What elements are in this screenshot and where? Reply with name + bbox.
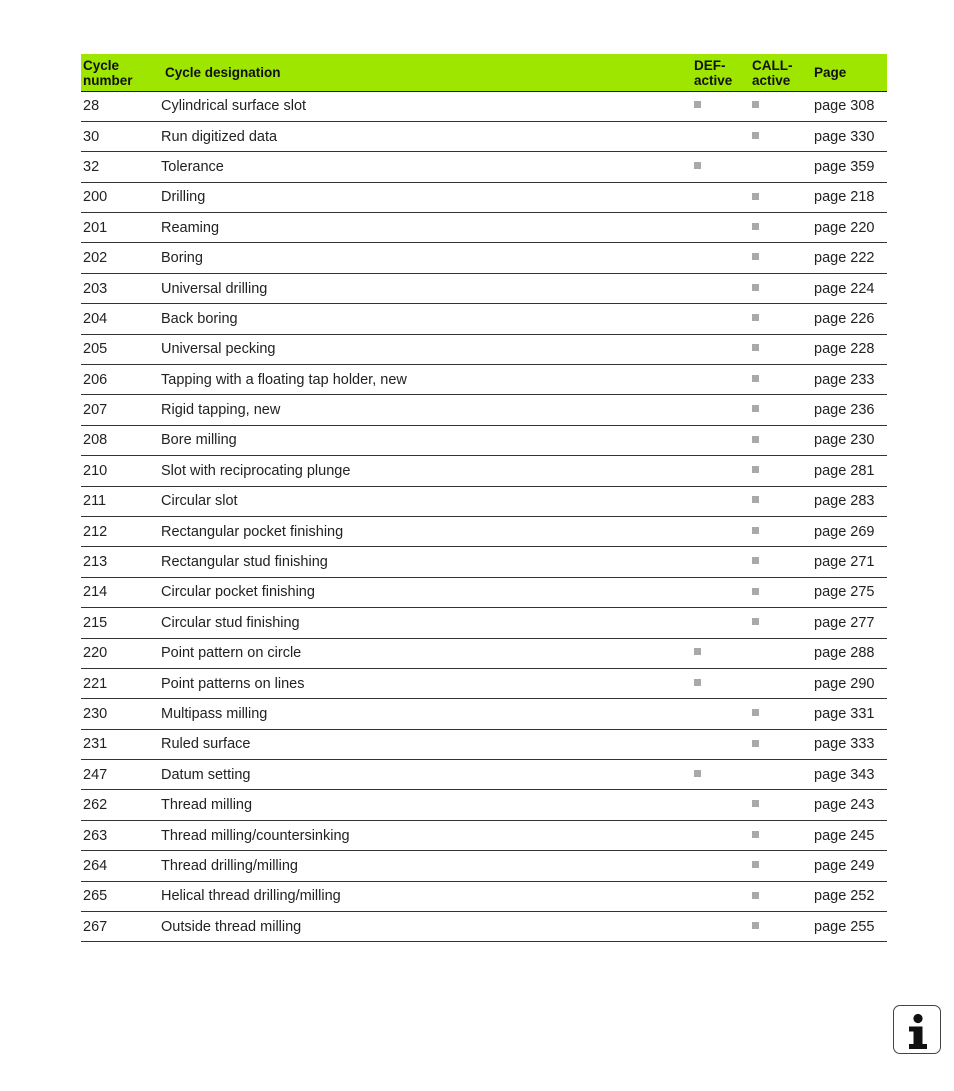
cycle-number: 214: [81, 577, 159, 607]
call-active-marker-icon: [752, 405, 759, 412]
call-active-marker-icon: [752, 922, 759, 929]
call-active-marker-icon: [752, 800, 759, 807]
call-active-cell: [750, 577, 810, 607]
cycle-designation: Thread milling: [159, 790, 692, 820]
cycle-designation: Point patterns on lines: [159, 668, 692, 698]
call-active-marker-icon: [752, 193, 759, 200]
table-row: [81, 273, 887, 303]
call-active-cell: [750, 881, 810, 911]
table-row: [81, 516, 887, 546]
page-reference: page 331: [810, 699, 887, 729]
def-active-cell: [692, 547, 750, 577]
def-active-cell: [692, 486, 750, 516]
cycle-number: 263: [81, 820, 159, 850]
cycle-number: 200: [81, 182, 159, 212]
header-call-active: CALL- active: [750, 54, 810, 91]
table-row: [81, 881, 887, 911]
table-row: [81, 334, 887, 364]
call-active-cell: [750, 365, 810, 395]
header-cycle-designation: Cycle designation: [159, 54, 692, 91]
def-active-cell: [692, 516, 750, 546]
call-active-cell: [750, 213, 810, 243]
page-reference: page 333: [810, 729, 887, 759]
call-active-marker-icon: [752, 344, 759, 351]
header-page: Page: [810, 54, 887, 91]
table-row: [81, 760, 887, 790]
call-active-cell: [750, 152, 810, 182]
page-reference: page 230: [810, 425, 887, 455]
table-row: [81, 365, 887, 395]
def-active-cell: [692, 395, 750, 425]
page-reference: page 277: [810, 608, 887, 638]
def-active-cell: [692, 668, 750, 698]
header-def-active: DEF- active: [692, 54, 750, 91]
def-active-cell: [692, 425, 750, 455]
page-reference: page 343: [810, 760, 887, 790]
def-active-cell: [692, 608, 750, 638]
def-active-cell: [692, 243, 750, 273]
cycle-number: 32: [81, 152, 159, 182]
cycle-designation: Helical thread drilling/milling: [159, 881, 692, 911]
cycle-designation: Tapping with a floating tap holder, new: [159, 365, 692, 395]
call-active-cell: [750, 304, 810, 334]
call-active-cell: [750, 760, 810, 790]
table-row: [81, 820, 887, 850]
table-row: [81, 152, 887, 182]
call-active-marker-icon: [752, 496, 759, 503]
page-reference: page 224: [810, 273, 887, 303]
def-active-cell: [692, 912, 750, 942]
page-reference: page 222: [810, 243, 887, 273]
table-row: [81, 395, 887, 425]
call-active-cell: [750, 638, 810, 668]
call-active-marker-icon: [752, 223, 759, 230]
page-reference: page 255: [810, 912, 887, 942]
cycle-number: 265: [81, 881, 159, 911]
table-row: [81, 547, 887, 577]
def-active-cell: [692, 577, 750, 607]
call-active-cell: [750, 395, 810, 425]
call-active-cell: [750, 790, 810, 820]
table-row: [81, 304, 887, 334]
call-active-cell: [750, 516, 810, 546]
cycle-number: 210: [81, 456, 159, 486]
cycle-number: 205: [81, 334, 159, 364]
def-active-marker-icon: [694, 679, 701, 686]
page-reference: page 275: [810, 577, 887, 607]
cycle-designation: Outside thread milling: [159, 912, 692, 942]
table-row: [81, 912, 887, 942]
call-active-cell: [750, 851, 810, 881]
call-active-marker-icon: [752, 588, 759, 595]
cycle-number: 247: [81, 760, 159, 790]
cycle-overview-table: [81, 54, 887, 942]
cycle-number: 220: [81, 638, 159, 668]
cycle-designation: Circular pocket finishing: [159, 577, 692, 607]
call-active-marker-icon: [752, 618, 759, 625]
table-row: [81, 851, 887, 881]
call-active-marker-icon: [752, 892, 759, 899]
cycle-designation: Circular slot: [159, 486, 692, 516]
table-row: [81, 608, 887, 638]
call-active-marker-icon: [752, 436, 759, 443]
call-active-cell: [750, 729, 810, 759]
page-reference: page 252: [810, 881, 887, 911]
call-active-cell: [750, 425, 810, 455]
cycle-designation: Back boring: [159, 304, 692, 334]
cycle-designation: Cylindrical surface slot: [159, 91, 692, 121]
cycle-number: 203: [81, 273, 159, 303]
page-reference: page 269: [810, 516, 887, 546]
header-cycle-number: Cycle number: [81, 54, 159, 91]
call-active-cell: [750, 547, 810, 577]
table-row: [81, 425, 887, 455]
cycle-number: 30: [81, 121, 159, 151]
cycle-number: 267: [81, 912, 159, 942]
cycle-number: 207: [81, 395, 159, 425]
call-active-cell: [750, 334, 810, 364]
def-active-marker-icon: [694, 648, 701, 655]
call-active-marker-icon: [752, 527, 759, 534]
cycle-number: 262: [81, 790, 159, 820]
def-active-cell: [692, 304, 750, 334]
call-active-cell: [750, 273, 810, 303]
def-active-cell: [692, 851, 750, 881]
call-active-cell: [750, 243, 810, 273]
call-active-cell: [750, 912, 810, 942]
cycle-number: 206: [81, 365, 159, 395]
call-active-cell: [750, 456, 810, 486]
def-active-cell: [692, 729, 750, 759]
def-active-marker-icon: [694, 162, 701, 169]
cycle-number: 230: [81, 699, 159, 729]
call-active-marker-icon: [752, 740, 759, 747]
table-row: [81, 213, 887, 243]
page-reference: page 233: [810, 365, 887, 395]
page-reference: page 220: [810, 213, 887, 243]
cycle-designation: Rectangular stud finishing: [159, 547, 692, 577]
def-active-cell: [692, 213, 750, 243]
table-row: [81, 699, 887, 729]
def-active-cell: [692, 273, 750, 303]
cycle-number: 211: [81, 486, 159, 516]
cycle-designation: Point pattern on circle: [159, 638, 692, 668]
cycle-designation: Tolerance: [159, 152, 692, 182]
cycle-designation: Bore milling: [159, 425, 692, 455]
cycle-designation: Ruled surface: [159, 729, 692, 759]
info-icon: [893, 1005, 941, 1054]
call-active-marker-icon: [752, 831, 759, 838]
page-reference: page 236: [810, 395, 887, 425]
cycle-number: 212: [81, 516, 159, 546]
table-row: [81, 577, 887, 607]
page-reference: page 283: [810, 486, 887, 516]
page-reference: page 359: [810, 152, 887, 182]
table-row: [81, 121, 887, 151]
call-active-cell: [750, 91, 810, 121]
call-active-cell: [750, 121, 810, 151]
cycle-number: 204: [81, 304, 159, 334]
def-active-marker-icon: [694, 770, 701, 777]
cycle-number: 221: [81, 668, 159, 698]
cycle-designation: Thread milling/countersinking: [159, 820, 692, 850]
page-reference: page 290: [810, 668, 887, 698]
call-active-cell: [750, 608, 810, 638]
cycle-designation: Multipass milling: [159, 699, 692, 729]
call-active-cell: [750, 182, 810, 212]
table-row: [81, 668, 887, 698]
table-row: [81, 243, 887, 273]
cycle-number: 215: [81, 608, 159, 638]
page-reference: page 330: [810, 121, 887, 151]
call-active-marker-icon: [752, 861, 759, 868]
page-reference: page 245: [810, 820, 887, 850]
def-active-cell: [692, 760, 750, 790]
page-reference: page 249: [810, 851, 887, 881]
cycle-number: 28: [81, 91, 159, 121]
call-active-marker-icon: [752, 284, 759, 291]
page-reference: page 228: [810, 334, 887, 364]
cycle-number: 231: [81, 729, 159, 759]
cycle-number: 264: [81, 851, 159, 881]
def-active-cell: [692, 182, 750, 212]
cycle-designation: Rectangular pocket finishing: [159, 516, 692, 546]
table-row: [81, 91, 887, 121]
table-row: [81, 729, 887, 759]
page-reference: page 281: [810, 456, 887, 486]
call-active-cell: [750, 699, 810, 729]
def-active-cell: [692, 456, 750, 486]
cycle-designation: Run digitized data: [159, 121, 692, 151]
cycle-number: 208: [81, 425, 159, 455]
cycle-designation: Circular stud finishing: [159, 608, 692, 638]
cycle-designation: Universal pecking: [159, 334, 692, 364]
call-active-marker-icon: [752, 375, 759, 382]
table-row: [81, 182, 887, 212]
table-row: [81, 790, 887, 820]
def-active-cell: [692, 820, 750, 850]
def-active-cell: [692, 881, 750, 911]
def-active-cell: [692, 334, 750, 364]
def-active-cell: [692, 699, 750, 729]
cycle-designation: Universal drilling: [159, 273, 692, 303]
page-reference: page 226: [810, 304, 887, 334]
def-active-cell: [692, 121, 750, 151]
page-reference: page 308: [810, 91, 887, 121]
def-active-cell: [692, 638, 750, 668]
page-reference: page 218: [810, 182, 887, 212]
def-active-cell: [692, 91, 750, 121]
call-active-marker-icon: [752, 314, 759, 321]
call-active-cell: [750, 486, 810, 516]
call-active-cell: [750, 668, 810, 698]
page-reference: page 288: [810, 638, 887, 668]
call-active-marker-icon: [752, 557, 759, 564]
table-row: [81, 486, 887, 516]
cycle-designation: Reaming: [159, 213, 692, 243]
table-header-row: [81, 54, 887, 91]
table-row: [81, 638, 887, 668]
call-active-cell: [750, 820, 810, 850]
cycle-number: 213: [81, 547, 159, 577]
cycle-designation: Thread drilling/milling: [159, 851, 692, 881]
page-reference: page 243: [810, 790, 887, 820]
def-active-cell: [692, 365, 750, 395]
cycle-designation: Datum setting: [159, 760, 692, 790]
cycle-number: 202: [81, 243, 159, 273]
def-active-cell: [692, 790, 750, 820]
def-active-cell: [692, 152, 750, 182]
cycle-designation: Drilling: [159, 182, 692, 212]
call-active-marker-icon: [752, 709, 759, 716]
call-active-marker-icon: [752, 101, 759, 108]
def-active-marker-icon: [694, 101, 701, 108]
cycle-designation: Boring: [159, 243, 692, 273]
table-body: [81, 91, 887, 942]
cycle-designation: Rigid tapping, new: [159, 395, 692, 425]
cycle-number: 201: [81, 213, 159, 243]
cycle-designation: Slot with reciprocating plunge: [159, 456, 692, 486]
call-active-marker-icon: [752, 132, 759, 139]
call-active-marker-icon: [752, 466, 759, 473]
table-row: [81, 456, 887, 486]
page-reference: page 271: [810, 547, 887, 577]
call-active-marker-icon: [752, 253, 759, 260]
